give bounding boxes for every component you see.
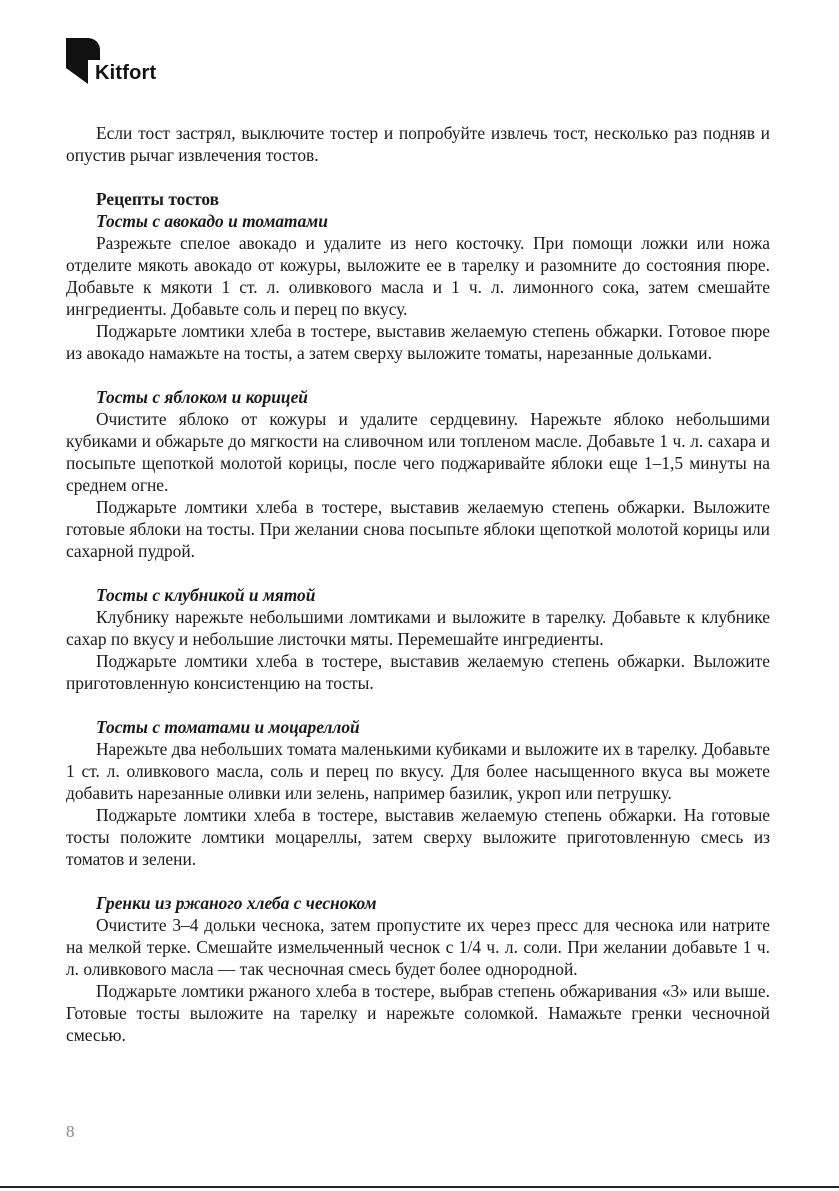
bottom-divider xyxy=(0,1186,839,1188)
recipe-paragraph: Поджарьте ломтики хлеба в тостере, выставив желаемую степень обжарки. Выложите готовые яблоки на тосты. При желании снова посыпьте яблоки щепоткой молотой корицы или сахарной пудрой. xyxy=(66,497,770,561)
recipe-paragraph: Клубнику нарежьте небольшими ломтиками и выложите в тарелку. Добавьте к клубнике сахар по вкусу и небольшие листочки мяты. Перемешайте ингредиенты. xyxy=(66,607,770,649)
recipe-apple xyxy=(66,386,770,562)
recipe-rye-croutons xyxy=(66,892,770,1046)
recipe-title: Тосты с клубникой и мятой xyxy=(96,585,316,605)
recipe-paragraph: Поджарьте ломтики ржаного хлеба в тостере, выбрав степень обжаривания «3» или выше. Готовые тосты выложите на тарелку и нарежьте соломкой. Намажьте гренки чесночной смесью. xyxy=(66,981,770,1045)
recipe-paragraph: Поджарьте ломтики хлеба в тостере, выставив желаемую степень обжарки. Выложите приготовленную консистенцию на тосты. xyxy=(66,651,770,693)
page-content xyxy=(66,122,770,1046)
recipe-tomato-mozzarella xyxy=(66,716,770,870)
brand-name: Kitfort xyxy=(95,62,157,84)
recipe-strawberry xyxy=(66,584,770,694)
recipe-title: Гренки из ржаного хлеба с чесноком xyxy=(96,893,377,913)
recipe-avocado xyxy=(66,210,770,364)
recipe-title: Тосты с томатами и моцареллой xyxy=(96,717,360,737)
intro-paragraph: Если тост застрял, выключите тостер и попробуйте извлечь тост, несколько раз подняв и опустив рычаг извлечения тостов. xyxy=(66,123,770,165)
recipe-title: Тосты с яблоком и корицей xyxy=(96,387,308,407)
recipe-paragraph: Поджарьте ломтики хлеба в тостере, выставив желаемую степень обжарки. На готовые тосты положите ломтики моцареллы, затем сверху выложите приготовленную смесь из томатов и зелени. xyxy=(66,805,770,869)
recipe-title: Тосты с авокадо и томатами xyxy=(96,211,328,231)
recipe-paragraph: Разрежьте спелое авокадо и удалите из него косточку. При помощи ложки или ножа отделите мякоть авокадо от кожуры, выложите ее в тарелку и разомните до состояния пюре. Добавьте к мякоти 1 ст. л. оливкового масла и 1 ч. л. лимонного сока, затем смешайте ингредиенты. Добавьте соль и перец по вкусу. xyxy=(66,233,770,319)
recipe-paragraph: Очистите 3–4 дольки чеснока, затем пропустите их через пресс для чеснока или натрите на мелкой терке. Смешайте измельченный чеснок с 1/4 ч. л. соли. При желании добавьте 1 ч. л. оливкового масла — так чесночная смесь будет более однородной. xyxy=(66,915,770,979)
section-title: Рецепты тостов xyxy=(96,189,220,209)
recipe-paragraph: Поджарьте ломтики хлеба в тостере, выставив желаемую степень обжарки. Готовое пюре из авокадо намажьте на тосты, а затем сверху выложите томаты, нарезанные дольками. xyxy=(66,321,770,363)
recipe-paragraph: Очистите яблоко от кожуры и удалите сердцевину. Нарежьте яблоко небольшими кубиками и обжарьте до мягкости на сливочном или топленом масле. Добавьте 1 ч. л. сахара и посыпьте щепоткой молотой корицы, после чего поджаривайте яблоки еще 1–1,5 минуты на среднем огне. xyxy=(66,409,770,495)
recipe-paragraph: Нарежьте два небольших томата маленькими кубиками и выложите их в тарелку. Добавьте 1 ст. л. оливкового масла, соль и перец по вкусу. Для более насыщенного вкуса вы можете добавить нарезанные оливки или зелень, например базилик, укроп или петрушку. xyxy=(66,739,770,803)
page-number: 8 xyxy=(66,1122,75,1141)
